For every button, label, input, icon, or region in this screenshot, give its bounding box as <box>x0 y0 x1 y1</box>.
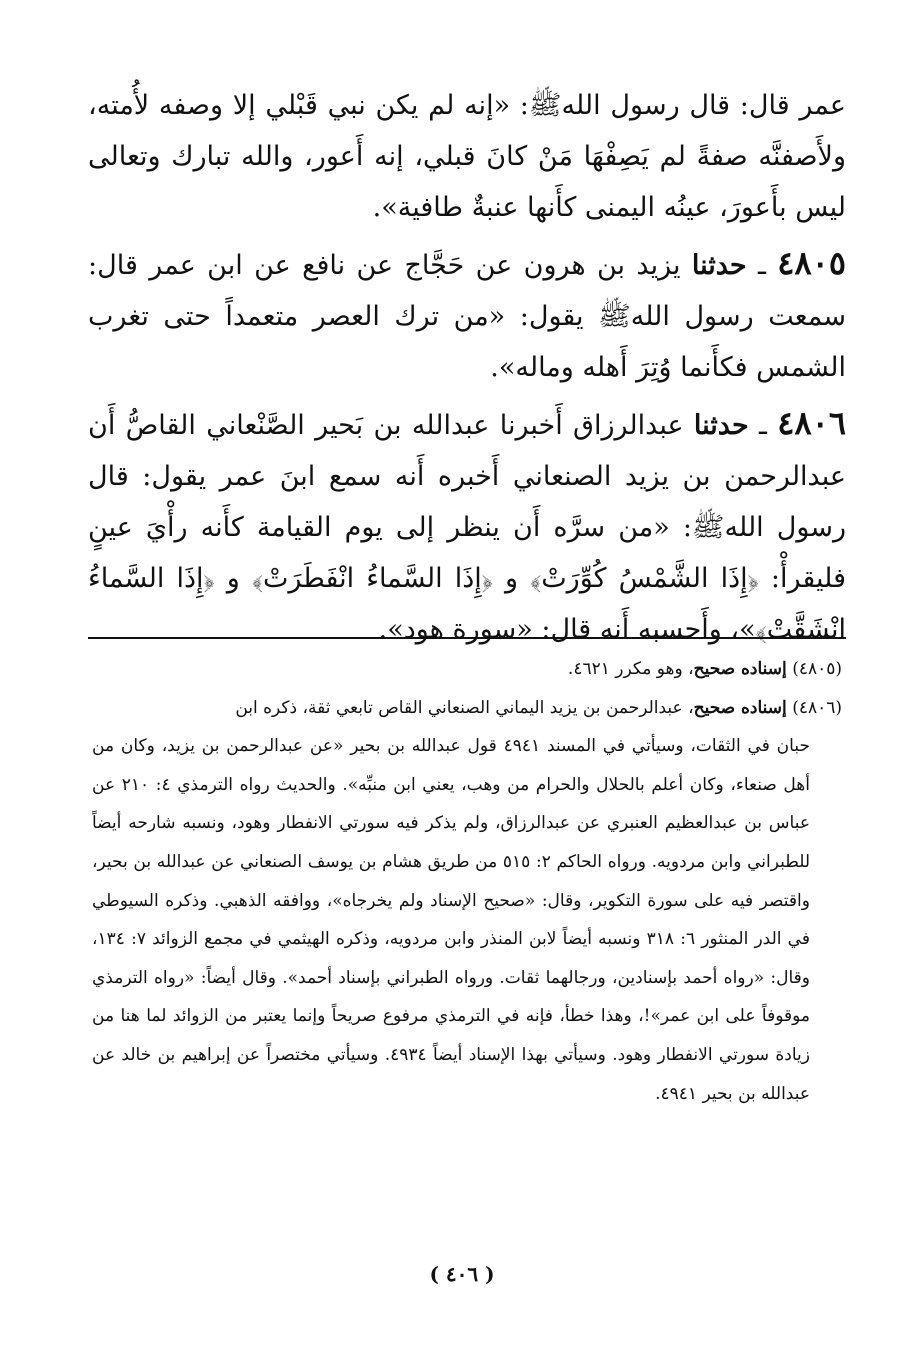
page-number: ( ٤٠٦ ) <box>429 1262 495 1286</box>
footnote-grade: إسناده صحيح <box>693 697 787 718</box>
footnote-number: (٤٨٠٥) <box>792 659 842 679</box>
footnote-divider <box>88 637 846 639</box>
footnote-text: ، عبدالرحمن بن يزيد اليماني الصنعاني القاص تابعي ثقة، ذكره ابن <box>235 697 694 718</box>
hadith-4806 <box>88 398 846 655</box>
hadith-text: يزيد بن هرون عن حَجَّاج عن نافع عن ابن عمر قال: سمعت رسول اللهﷺ يقول: «من ترك العصر متعمداً حتى تغرب الشمس فكأَنما وُتِرَ أَهله وماله». <box>88 250 846 383</box>
footnote-4805 <box>92 650 842 689</box>
footnote-4806-continued <box>92 727 842 1113</box>
footnote-text: ، وهو مكرر ٤٦٢١. <box>567 659 694 679</box>
footnote-text: حبان في الثقات، وسيأتي في المسند ٤٩٤١ قول عبدالله بن بحير «عن عبدالرحمن بن يزيد، وكان من أهل صنعاء، وكان أعلم بالحلال والحرام من وهب، يعني ابن منبِّه». والحديث رواه الترمذي ٤: ٢١٠ عن عباس بن عبدالعظيم العنبري عن عبدالرزاق، ولم يذكر فيه سورتي الانفطار وهود، ونسبه شارحه أيضاً للطبراني وابن مردويه. ورواه الحاكم ٢: ٥١٥ من طريق هشام بن يوسف الصنعاني عن عبدالله بن بحير، واقتصر فيه على سورة التكوير، وقال: «صحيح الإسناد ولم يخرجاه»، ووافقه الذهبي. وذكره السيوطي في الدر المنثور ٦: ٣١٨ ونسبه أيضاً لابن المنذر وابن مردويه، وذكره الهيثمي في مجمع الزوائد ٧: ١٣٤، وقال: «رواه أحمد بإسنادين، ورجالهما ثقات. ورواه الطبراني بإسناد أحمد». وقال أيضاً: «رواه الترمذي موقوفاً على ابن عمر»!، وهذا خطأ، فإنه في الترمذي مرفوع صريحاً وإنما يعتبر من الزوائد لما هنا من زيادة سورتي الانفطار وهود. وسيأتي بهذا الإسناد أيضاً ٤٩٣٤. وسيأتي مختصراً عن إبراهيم بن خالد عن عبدالله بن بحير ٤٩٤١. <box>92 736 811 1104</box>
paragraph-continuation <box>88 80 846 233</box>
hadith-number: ٤٨٠٥ <box>777 244 846 282</box>
hadith-number: ٤٨٠٦ <box>777 404 847 442</box>
hadith-separator: ـ <box>748 410 778 441</box>
hadith-opening-word: حدثنا <box>691 250 747 281</box>
footnote-4806 <box>92 689 842 728</box>
continuation-text: عمر قال: قال رسول اللهﷺ: «إنه لم يكن نبي قَبْلي إلا وصفه لأُمته، ولأَصفنَّه صفةً لم يَصِفْهَا مَنْ كانَ قبلي، إنه أَعور، والله تبارك وتعالى ليس بأَعورَ، عينُه اليمنى كأَنها عنبةٌ طافية». <box>88 90 846 223</box>
hadith-separator: ـ <box>746 250 778 281</box>
main-text <box>88 80 846 660</box>
hadith-text: عبدالرزاق أَخبرنا عبدالله بن بَحير الصَّنْعاني القاصُّ أَن عبدالرحمن بن يزيد الصنعاني أَخبره أَنه سمع ابنَ عمر يقول: قال رسول اللهﷺ: «من سرَّه أَن ينظر إلى يوم القيامة كأَنه رأْيَ عينٍ فليقرأْ: ﴿إِذَا الشَّمْسُ كُوِّرَتْ﴾ و ﴿إِذَا السَّماءُ انْفَطَرَتْ﴾ و ﴿إِذَا السَّماءُ انْشَقَّتْ﴾»، وأَحسبه أَنه قال: «سورة هود». <box>88 410 846 645</box>
footnotes <box>92 650 842 1113</box>
hadith-opening-word: حدثنا <box>693 410 749 441</box>
footnote-grade: إسناده صحيح <box>693 659 787 679</box>
hadith-4805 <box>88 238 846 393</box>
footnote-number: (٤٨٠٦) <box>792 697 842 718</box>
